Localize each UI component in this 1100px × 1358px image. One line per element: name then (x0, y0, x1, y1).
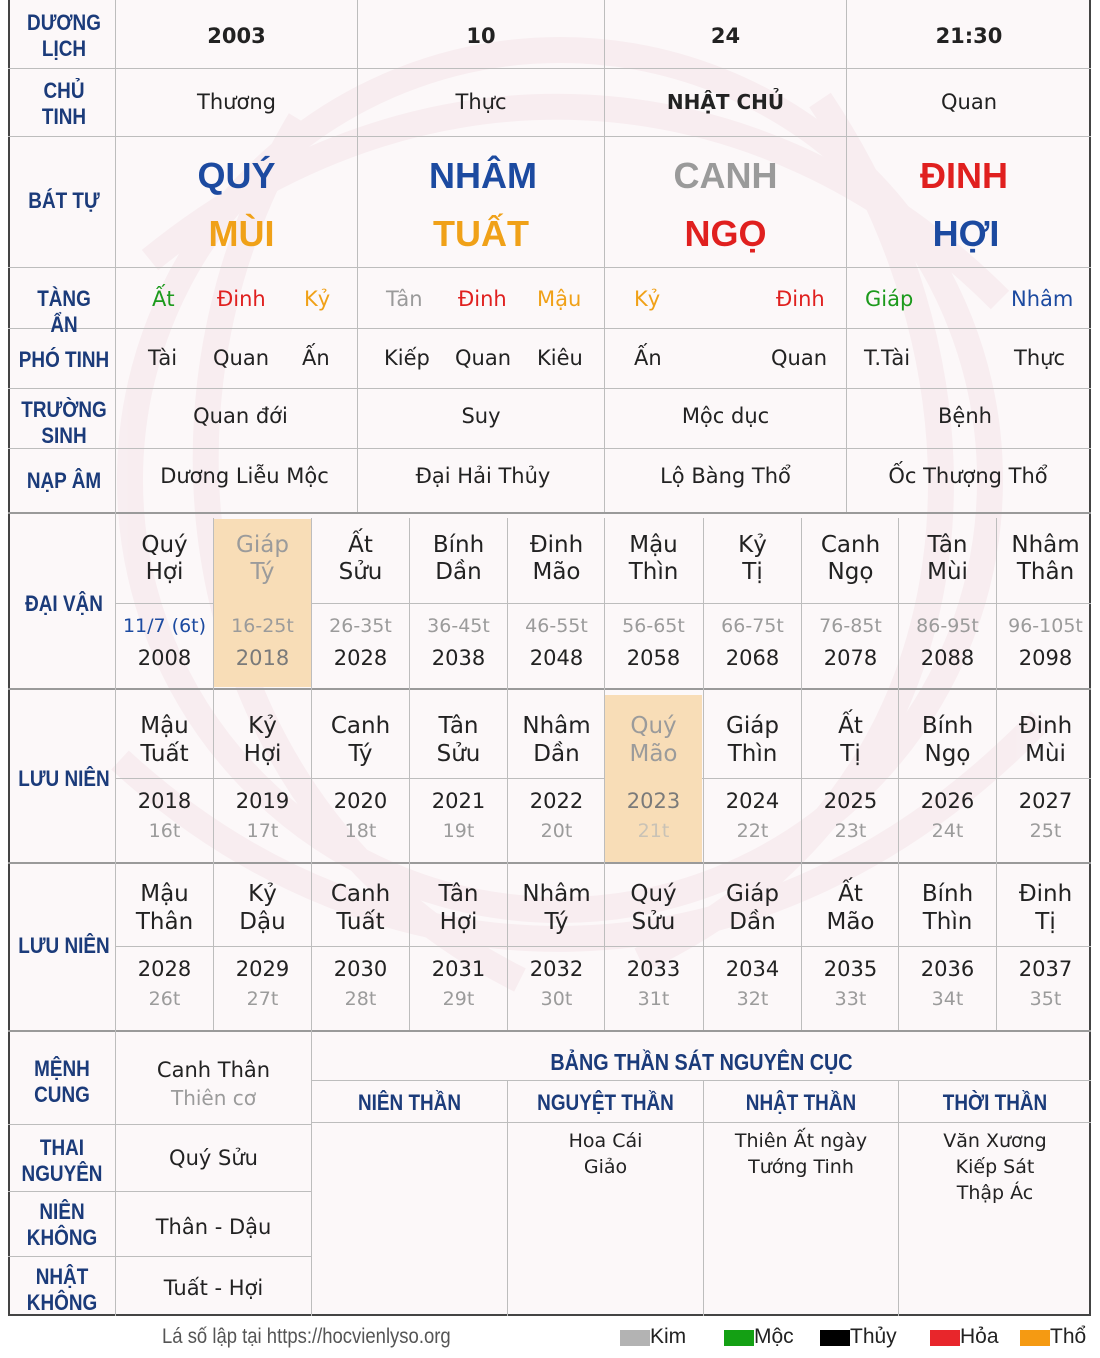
luu-nien-year: 2027 (1018, 789, 1073, 813)
dai-van-age: 16-25t (231, 615, 294, 637)
than-sat-header-nguyet: NGUYỆT THẦN (537, 1090, 674, 1115)
legend-swatch (724, 1330, 754, 1346)
tang-an-year-3: Kỷ (304, 287, 331, 311)
bat-tu-day-chi: NGỌ (684, 213, 767, 254)
nap-am-time: Ốc Thượng Thổ (888, 464, 1048, 488)
luu-nien-year: 2021 (431, 789, 486, 813)
dai-van-age: 76-85t (819, 615, 882, 637)
luu-nien-pillar-top: Bính (921, 713, 974, 739)
legend-swatch (820, 1330, 850, 1346)
legend-swatch (930, 1330, 960, 1346)
luu-nien-age: 16t (148, 820, 181, 842)
dai-van-pillar-bottom: Tị (742, 559, 763, 585)
dai-van-pillar-bottom: Tý (250, 559, 275, 585)
label-pho-tinh: PHÓ TINH (18, 347, 110, 372)
luu-nien-pillar-bottom: Tuất (336, 909, 385, 935)
truong-sinh-month: Suy (461, 404, 501, 428)
luu-nien-pillar-bottom: Tuất (140, 741, 189, 767)
luu-nien-pillar-bottom: Hợi (243, 741, 282, 767)
dai-van-pillar-top: Bính (432, 532, 485, 558)
luu-nien-pillar-top: Kỷ (248, 881, 277, 907)
luu-nien-age: 25t (1029, 820, 1062, 842)
luu-nien-pillar-bottom: Sửu (631, 909, 676, 935)
luu-nien-pillar-bottom: Tý (544, 909, 569, 935)
luu-nien-age: 18t (344, 820, 377, 842)
chu-tinh-month: Thực (455, 90, 507, 114)
luu-nien-pillar-top: Bính (921, 881, 974, 907)
legend-label: Thủy (850, 1325, 897, 1348)
luu-nien-year: 2031 (431, 957, 486, 981)
luu-nien-age: 27t (246, 988, 279, 1010)
label-nien-khong: NIÊN KHÔNG (26, 1199, 98, 1250)
dai-van-age: 11/7 (6t) (122, 615, 207, 637)
thoi-than-item-2: Kiếp Sát (955, 1156, 1035, 1178)
luu-nien-year: 2036 (920, 957, 975, 981)
bat-tu-year-chi: MÙI (208, 213, 275, 254)
luu-nien-age: 19t (442, 820, 475, 842)
menh-cung-value: Canh Thân (156, 1058, 271, 1082)
chu-tinh-time: Quan (940, 90, 998, 114)
dai-van-year: 2018 (235, 646, 290, 670)
dai-van-pillar-bottom: Ngọ (827, 559, 874, 585)
luu-nien-age: 32t (736, 988, 769, 1010)
luu-nien-year: 2028 (137, 957, 192, 981)
dai-van-pillar-top: Tân (927, 532, 968, 558)
dai-van-pillar-bottom: Thìn (628, 559, 679, 585)
legend-label: Hỏa (960, 1325, 999, 1348)
luu-nien-pillar-top: Tân (438, 881, 479, 907)
truong-sinh-day: Mộc dục (681, 404, 770, 428)
thoi-than-item-3: Thập Ác (956, 1182, 1034, 1204)
luu-nien-age: 21t (637, 820, 670, 842)
thoi-than-item-1: Văn Xương (943, 1130, 1047, 1152)
dai-van-pillar-top: Giáp (236, 532, 289, 558)
luu-nien-pillar-top: Canh (330, 713, 391, 739)
luu-nien-pillar-bottom: Mão (629, 741, 678, 767)
luu-nien-pillar-bottom: Thìn (727, 741, 778, 767)
luu-nien-year: 2034 (725, 957, 780, 981)
luu-nien-age: 26t (148, 988, 181, 1010)
luu-nien-year: 2025 (823, 789, 878, 813)
pho-tinh-time-1: T.Tài (864, 346, 911, 370)
dai-van-pillar-top: Mậu (629, 532, 678, 558)
dai-van-pillar-bottom: Mão (532, 559, 581, 585)
luu-nien-age: 29t (442, 988, 475, 1010)
luu-nien-pillar-bottom: Thân (135, 909, 194, 935)
luu-nien-age: 24t (931, 820, 964, 842)
pho-tinh-day-2: Quan (771, 346, 828, 370)
dai-van-age: 96-105t (1008, 615, 1083, 637)
pho-tinh-month-2: Quan (455, 346, 512, 370)
luu-nien-pillar-top: Đinh (1018, 713, 1073, 739)
nhat-than-item-1: Thiên Ất ngày (734, 1130, 868, 1152)
nap-am-year: Dương Liễu Mộc (160, 464, 329, 488)
menh-cung-sub: Thiên cơ (170, 1086, 257, 1110)
dai-van-year: 2048 (529, 646, 584, 670)
label-nap-am: NẠP ÂM (26, 468, 102, 493)
luu-nien-pillar-bottom: Tị (1035, 909, 1056, 935)
luu-nien-pillar-bottom: Dậu (239, 909, 286, 935)
luu-nien-pillar-top: Mậu (140, 881, 189, 907)
dai-van-year: 2028 (333, 646, 388, 670)
luu-nien-pillar-top: Mậu (140, 713, 189, 739)
luu-nien-age: 20t (540, 820, 573, 842)
luu-nien-pillar-top: Tân (438, 713, 479, 739)
luu-nien-pillar-top: Giáp (726, 881, 779, 907)
luu-nien-pillar-top: Ất (838, 881, 863, 907)
pho-tinh-year-2: Quan (213, 346, 270, 370)
luu-nien-pillar-bottom: Dần (533, 741, 580, 767)
luu-nien-age: 23t (834, 820, 867, 842)
luu-nien-pillar-bottom: Mùi (1025, 741, 1066, 767)
nguyet-than-item-1: Hoa Cái (568, 1130, 643, 1152)
luu-nien-age: 31t (637, 988, 670, 1010)
pho-tinh-month-3: Kiêu (537, 346, 583, 370)
dai-van-pillar-bottom: Sửu (338, 559, 383, 585)
luu-nien-pillar-bottom: Hợi (439, 909, 478, 935)
dai-van-pillar-bottom: Dần (435, 559, 482, 585)
legend-label: Mộc (754, 1325, 794, 1348)
luu-nien-age: 17t (246, 820, 279, 842)
dai-van-age: 56-65t (622, 615, 685, 637)
nguyet-than-item-2: Giảo (583, 1156, 628, 1178)
luu-nien-year: 2018 (137, 789, 192, 813)
tang-an-time-2: Nhâm (1011, 287, 1074, 311)
label-tang-an: TÀNG ẨN (37, 286, 91, 337)
luu-nien-age: 30t (540, 988, 573, 1010)
dai-van-pillar-top: Đinh (529, 532, 584, 558)
luu-nien-year: 2029 (235, 957, 290, 981)
truong-sinh-year: Quan đới (193, 404, 288, 428)
duong-lich-time: 21:30 (935, 24, 1003, 48)
duong-lich-year: 2003 (207, 24, 266, 48)
bat-tu-time-chi: HỢI (932, 213, 1000, 254)
dai-van-pillar-bottom: Hợi (145, 559, 184, 585)
than-sat-header-nhat: NHẬT THẦN (745, 1090, 857, 1115)
dai-van-pillar-top: Kỷ (738, 532, 767, 558)
nhat-than-item-2: Tướng Tinh (748, 1156, 854, 1178)
luu-nien-pillar-bottom: Tị (840, 741, 861, 767)
luu-nien-pillar-top: Quý (630, 881, 677, 907)
luu-nien-age: 34t (931, 988, 964, 1010)
label-luu-nien-2: LƯU NIÊN (18, 933, 110, 958)
than-sat-header-thoi: THỜI THẦN (942, 1090, 1048, 1115)
label-luu-nien-1: LƯU NIÊN (18, 766, 110, 791)
pho-tinh-time-2: Thực (1014, 346, 1065, 370)
tang-an-day-1: Kỷ (634, 287, 661, 311)
luu-nien-age: 22t (736, 820, 769, 842)
luu-nien-year: 2024 (725, 789, 780, 813)
luu-nien-pillar-bottom: Ngọ (924, 741, 971, 767)
label-menh-cung: MỆNH CUNG (34, 1056, 90, 1107)
thai-nguyen-value: Quý Sửu (169, 1146, 258, 1170)
dai-van-year: 2098 (1018, 646, 1073, 670)
bat-tu-month-chi: TUẤT (433, 213, 529, 254)
legend-label: Kim (650, 1325, 687, 1348)
than-sat-header-nien: NIÊN THẦN (357, 1090, 462, 1115)
tang-an-time-1: Giáp (865, 287, 914, 311)
luu-nien-year: 2022 (529, 789, 584, 813)
luu-nien-year: 2035 (823, 957, 878, 981)
luu-nien-year: 2033 (626, 957, 681, 981)
luu-nien-pillar-top: Nhâm (522, 713, 591, 739)
label-bat-tu: BÁT TỰ (28, 188, 100, 213)
luu-nien-year: 2032 (529, 957, 584, 981)
dai-van-pillar-top: Canh (820, 532, 881, 558)
pho-tinh-day-1: Ấn (634, 346, 662, 370)
luu-nien-pillar-top: Đinh (1018, 881, 1073, 907)
dai-van-age: 36-45t (427, 615, 490, 637)
tang-an-month-3: Mậu (537, 287, 582, 311)
dai-van-year: 2058 (626, 646, 681, 670)
dai-van-age: 26-35t (329, 615, 392, 637)
luu-nien-year: 2026 (920, 789, 975, 813)
luu-nien-pillar-bottom: Mão (826, 909, 875, 935)
luu-nien-age: 35t (1029, 988, 1062, 1010)
nhat-khong-value: Tuất - Hợi (163, 1276, 264, 1300)
luu-nien-year: 2037 (1018, 957, 1073, 981)
luu-nien-age: 33t (834, 988, 867, 1010)
tang-an-year-2: Đinh (217, 287, 266, 311)
luu-nien-year: 2019 (235, 789, 290, 813)
dai-van-age: 46-55t (525, 615, 588, 637)
bat-tu-year-can: QUÝ (197, 155, 276, 196)
luu-nien-year: 2023 (626, 789, 681, 813)
label-dai-van: ĐẠI VẬN (25, 591, 103, 616)
luu-nien-pillar-top: Kỷ (248, 713, 277, 739)
bat-tu-day-can: CANH (673, 155, 778, 196)
nien-khong-value: Thân - Dậu (155, 1215, 272, 1239)
dai-van-pillar-bottom: Mùi (927, 559, 968, 585)
dai-van-pillar-bottom: Thân (1016, 559, 1075, 585)
label-chu-tinh: CHỦ TINH (41, 78, 87, 129)
dai-van-pillar-top: Ất (348, 532, 373, 558)
chu-tinh-day: NHẬT CHỦ (666, 90, 785, 114)
luu-nien-year: 2020 (333, 789, 388, 813)
luu-nien-year: 2030 (333, 957, 388, 981)
luu-nien-pillar-bottom: Sửu (436, 741, 481, 767)
luu-nien-pillar-bottom: Tý (348, 741, 373, 767)
nap-am-day: Lộ Bàng Thổ (660, 464, 791, 488)
bat-tu-month-can: NHÂM (429, 155, 537, 196)
dai-van-year: 2088 (920, 646, 975, 670)
tang-an-year-1: Ất (152, 287, 175, 311)
dai-van-age: 66-75t (721, 615, 784, 637)
dai-van-age: 86-95t (916, 615, 979, 637)
luu-nien-pillar-bottom: Thìn (922, 909, 973, 935)
dai-van-pillar-top: Quý (141, 532, 188, 558)
bat-tu-time-can: ĐINH (920, 155, 1008, 196)
legend-label: Thổ (1050, 1325, 1087, 1348)
dai-van-year: 2038 (431, 646, 486, 670)
pho-tinh-year-3: Ấn (302, 346, 330, 370)
footer-source-link[interactable]: Lá số lập tại https://hocvienlyso.org (162, 1325, 451, 1348)
duong-lich-day: 24 (710, 24, 741, 48)
truong-sinh-time: Bệnh (938, 404, 992, 428)
nap-am-month: Đại Hải Thủy (415, 464, 551, 488)
than-sat-title: BẢNG THẦN SÁT NGUYÊN CỤC (550, 1049, 853, 1075)
label-truong-sinh: TRƯỜNG SINH (21, 397, 107, 448)
luu-nien-pillar-top: Nhâm (522, 881, 591, 907)
tang-an-month-1: Tân (386, 287, 423, 311)
pho-tinh-month-1: Kiếp (384, 346, 430, 370)
dai-van-pillar-top: Nhâm (1011, 532, 1080, 558)
luu-nien-pillar-top: Canh (330, 881, 391, 907)
label-thai-nguyen: THAI NGUYÊN (21, 1135, 103, 1186)
label-duong-lich: DƯƠNG LỊCH (27, 10, 101, 61)
dai-van-year: 2008 (137, 646, 192, 670)
tang-an-day-2: Đinh (776, 287, 825, 311)
dai-van-year: 2068 (725, 646, 780, 670)
duong-lich-month: 10 (466, 24, 496, 48)
luu-nien-pillar-top: Quý (630, 713, 677, 739)
label-nhat-khong: NHẬT KHÔNG (26, 1264, 98, 1315)
chu-tinh-year: Thương (197, 90, 276, 114)
luu-nien-pillar-top: Ất (838, 713, 863, 739)
luu-nien-pillar-top: Giáp (726, 713, 779, 739)
pho-tinh-year-1: Tài (148, 346, 178, 370)
luu-nien-pillar-bottom: Dần (729, 909, 776, 935)
luu-nien-age: 28t (344, 988, 377, 1010)
legend-swatch (1020, 1330, 1050, 1346)
legend-swatch (620, 1330, 650, 1346)
tang-an-month-2: Đinh (458, 287, 507, 311)
dai-van-year: 2078 (823, 646, 878, 670)
